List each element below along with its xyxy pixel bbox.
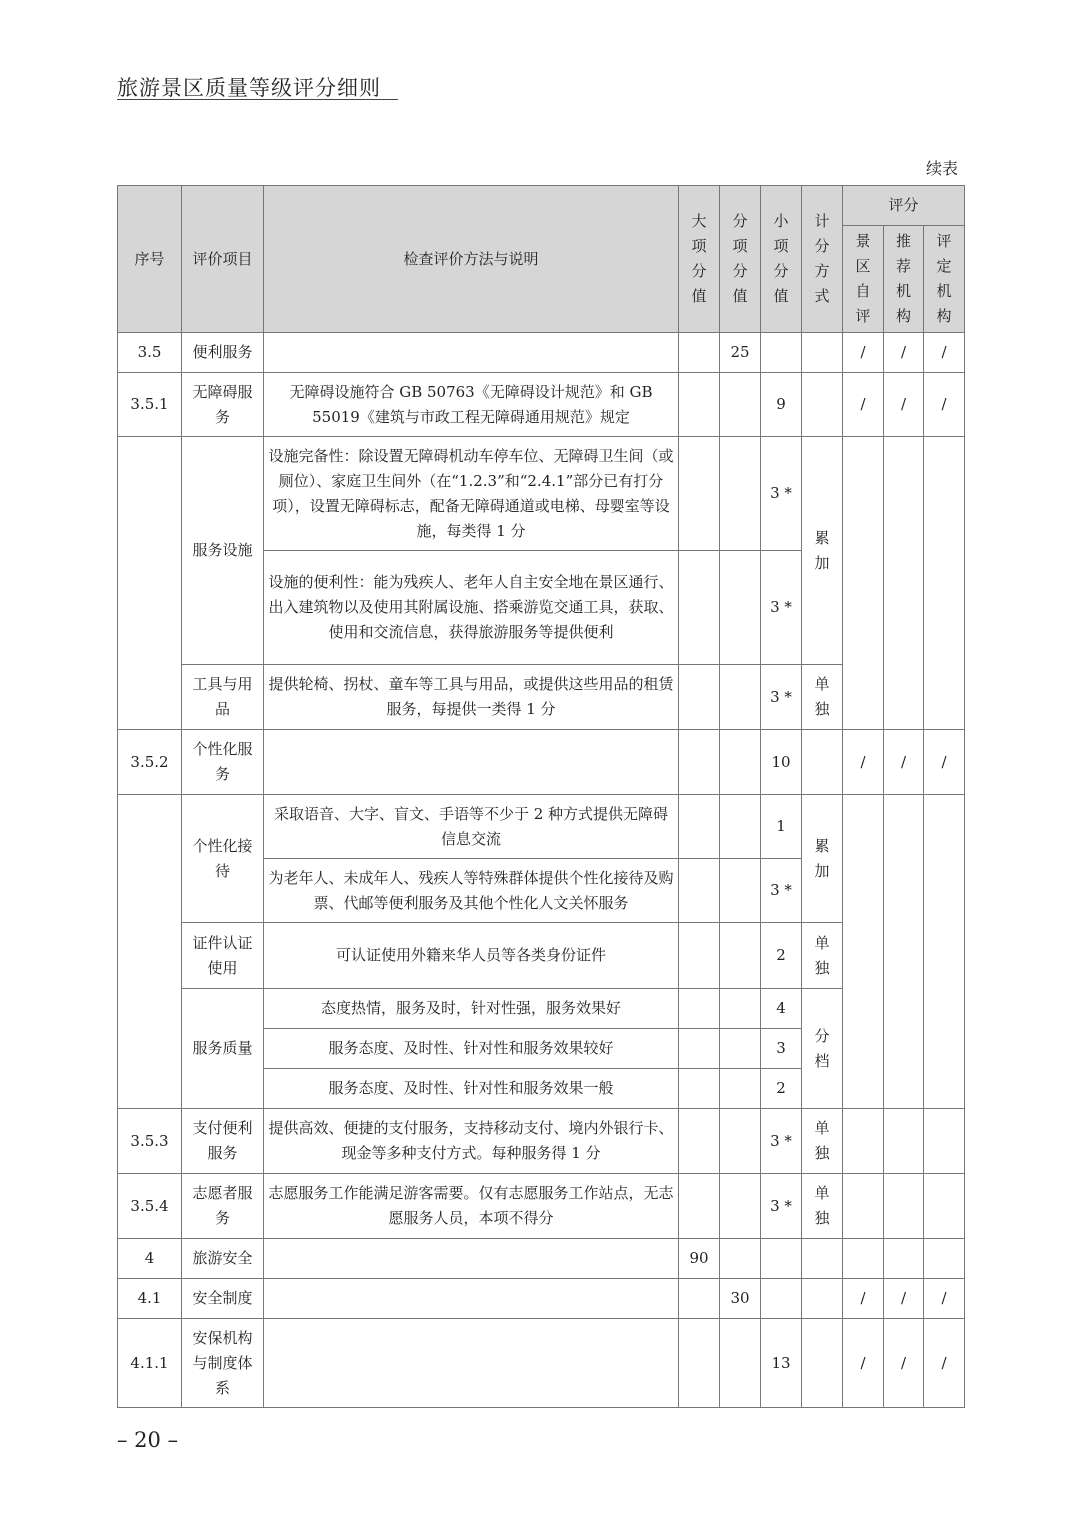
- cell-sub: 30: [720, 1279, 761, 1319]
- cell-seq: 4.1: [118, 1279, 182, 1319]
- cell-desc: 采取语音、大字、盲文、手语等不少于 2 种方式提供无障碍信息交流: [264, 795, 679, 859]
- cell-recommend: [884, 437, 924, 730]
- cell-major: [679, 859, 720, 923]
- cell-sub: [720, 665, 761, 730]
- cell-sub: [720, 1069, 761, 1109]
- cell-major: [679, 730, 720, 795]
- cell-minor: 2: [761, 923, 802, 989]
- cell-item: 个性化服务: [182, 730, 264, 795]
- cell-desc: 设施完备性：除设置无障碍机动车停车位、无障碍卫生间（或厕位）、家庭卫生间外（在“1.2.3”和“2.4.1”部分已有打分项），设置无障碍标志，配备无障碍通道或电梯、母婴室等设施，每类得 1 分: [264, 437, 679, 551]
- cell-assess: /: [924, 1279, 965, 1319]
- cell-mode: 单独: [802, 1174, 843, 1239]
- cell-major: [679, 1279, 720, 1319]
- table-row: [118, 730, 965, 795]
- cell-minor: 3 *: [761, 1109, 802, 1174]
- table-row: [118, 1319, 965, 1408]
- cell-item: 支付便利服务: [182, 1109, 264, 1174]
- cell-sub: [720, 859, 761, 923]
- cell-item: 旅游安全: [182, 1239, 264, 1279]
- cell-minor: 1: [761, 795, 802, 859]
- cell-desc: 志愿服务工作能满足游客需要。仅有志愿服务工作站点，无志愿服务人员，本项不得分: [264, 1174, 679, 1239]
- cell-recommend: [884, 1109, 924, 1174]
- cell-assess: /: [924, 730, 965, 795]
- cell-desc: 服务态度、及时性、针对性和服务效果较好: [264, 1029, 679, 1069]
- col-header-assess: 评定机构: [924, 226, 965, 333]
- cell-minor: 3 *: [761, 551, 802, 665]
- cell-assess: [924, 1109, 965, 1174]
- cell-item: 安保机构与制度体系: [182, 1319, 264, 1408]
- cell-item: 志愿者服务: [182, 1174, 264, 1239]
- header-rule: [117, 99, 398, 100]
- cell-desc: 提供轮椅、拐杖、童车等工具与用品，或提供这些用品的租赁服务，每提供一类得 1 分: [264, 665, 679, 730]
- cell-self: [843, 1239, 884, 1279]
- cell-minor: 3 *: [761, 1174, 802, 1239]
- cell-item: 无障碍服务: [182, 373, 264, 437]
- cell-assess: /: [924, 1319, 965, 1408]
- cell-recommend: [884, 795, 924, 1109]
- table-row: [118, 437, 965, 551]
- cell-desc: [264, 730, 679, 795]
- cell-major: [679, 333, 720, 373]
- table-row: [118, 1174, 965, 1239]
- cell-recommend: /: [884, 730, 924, 795]
- col-header-sub: 分项分值: [720, 186, 761, 333]
- cell-recommend: [884, 1174, 924, 1239]
- cell-sub: [720, 551, 761, 665]
- col-header-method: 检查评价方法与说明: [264, 186, 679, 333]
- cell-major: [679, 1069, 720, 1109]
- cell-assess: [924, 437, 965, 730]
- cell-self: /: [843, 373, 884, 437]
- cell-major: [679, 551, 720, 665]
- cell-mode: 单独: [802, 923, 843, 989]
- table-row: [118, 795, 965, 859]
- cell-mode: [802, 1279, 843, 1319]
- cell-sub: [720, 1029, 761, 1069]
- cell-mode: [802, 373, 843, 437]
- cell-mode: 单独: [802, 1109, 843, 1174]
- cell-mode: [802, 1319, 843, 1408]
- cell-desc: 为老年人、未成年人、残疾人等特殊群体提供个性化接待及购票、代邮等便利服务及其他个性化人文关怀服务: [264, 859, 679, 923]
- cell-self: /: [843, 730, 884, 795]
- cell-self: /: [843, 1319, 884, 1408]
- col-header-score: 评分: [843, 186, 965, 226]
- cell-sub: [720, 1109, 761, 1174]
- cell-self: /: [843, 333, 884, 373]
- cell-minor: 3: [761, 1029, 802, 1069]
- cell-item: 服务质量: [182, 989, 264, 1109]
- cell-seq: 3.5.2: [118, 730, 182, 795]
- cell-desc: 无障碍设施符合 GB 50763《无障碍设计规范》和 GB 55019《建筑与市政工程无障碍通用规范》规定: [264, 373, 679, 437]
- cell-seq: [118, 437, 182, 730]
- cell-item: 证件认证使用: [182, 923, 264, 989]
- col-header-self: 景区自评: [843, 226, 884, 333]
- running-header-title: 旅游景区质量等级评分细则: [117, 76, 381, 100]
- cell-seq: 3.5.3: [118, 1109, 182, 1174]
- cell-minor: [761, 333, 802, 373]
- cell-minor: [761, 1239, 802, 1279]
- table-header-row: [118, 186, 965, 226]
- cell-major: [679, 437, 720, 551]
- cell-sub: [720, 373, 761, 437]
- cell-major: [679, 795, 720, 859]
- cell-desc: [264, 1239, 679, 1279]
- col-header-minor: 小项分值: [761, 186, 802, 333]
- cell-sub: 25: [720, 333, 761, 373]
- cell-item: 服务设施: [182, 437, 264, 665]
- cell-recommend: /: [884, 1279, 924, 1319]
- cell-sub: [720, 1239, 761, 1279]
- cell-self: [843, 1174, 884, 1239]
- cell-desc: 可认证使用外籍来华人员等各类身份证件: [264, 923, 679, 989]
- cell-desc: [264, 1279, 679, 1319]
- cell-major: [679, 989, 720, 1029]
- cell-seq: 3.5.4: [118, 1174, 182, 1239]
- cell-major: [679, 1319, 720, 1408]
- cell-mode: [802, 1239, 843, 1279]
- cell-sub: [720, 437, 761, 551]
- cell-assess: [924, 795, 965, 1109]
- cell-item: 工具与用品: [182, 665, 264, 730]
- cell-mode: 累加: [802, 437, 843, 665]
- table-row: [118, 1279, 965, 1319]
- cell-minor: 3 *: [761, 437, 802, 551]
- col-header-seq: 序号: [118, 186, 182, 333]
- cell-minor: 9: [761, 373, 802, 437]
- cell-sub: [720, 1319, 761, 1408]
- cell-desc: [264, 1319, 679, 1408]
- col-header-major: 大项分值: [679, 186, 720, 333]
- cell-major: [679, 1029, 720, 1069]
- cell-major: 90: [679, 1239, 720, 1279]
- cell-recommend: [884, 1239, 924, 1279]
- cell-mode: [802, 730, 843, 795]
- cell-sub: [720, 1174, 761, 1239]
- cell-desc: [264, 333, 679, 373]
- cell-assess: [924, 1239, 965, 1279]
- cell-major: [679, 923, 720, 989]
- cell-minor: 2: [761, 1069, 802, 1109]
- col-header-item: 评价项目: [182, 186, 264, 333]
- cell-major: [679, 373, 720, 437]
- cell-desc: 服务态度、及时性、针对性和服务效果一般: [264, 1069, 679, 1109]
- cell-desc: 设施的便利性：能为残疾人、老年人自主安全地在景区通行、出入建筑物以及使用其附属设施、搭乘游览交通工具，获取、使用和交流信息，获得旅游服务等提供便利: [264, 551, 679, 665]
- table-row: [118, 923, 965, 989]
- cell-sub: [720, 989, 761, 1029]
- cell-recommend: /: [884, 333, 924, 373]
- cell-mode: 累加: [802, 795, 843, 923]
- cell-mode: [802, 333, 843, 373]
- cell-self: /: [843, 1279, 884, 1319]
- cell-desc: 提供高效、便捷的支付服务，支持移动支付、境内外银行卡、现金等多种支付方式。每种服务得 1 分: [264, 1109, 679, 1174]
- cell-major: [679, 665, 720, 730]
- cell-seq: 4: [118, 1239, 182, 1279]
- cell-major: [679, 1109, 720, 1174]
- table-row: [118, 1109, 965, 1174]
- cell-assess: /: [924, 333, 965, 373]
- table-row: [118, 373, 965, 437]
- cell-major: [679, 1174, 720, 1239]
- cell-seq: 3.5: [118, 333, 182, 373]
- cell-recommend: /: [884, 373, 924, 437]
- cell-sub: [720, 730, 761, 795]
- cell-minor: 13: [761, 1319, 802, 1408]
- cell-mode: 分档: [802, 989, 843, 1109]
- table-row: [118, 989, 965, 1029]
- table-row: [118, 665, 965, 730]
- table-row: [118, 1239, 965, 1279]
- cell-assess: /: [924, 373, 965, 437]
- cell-minor: 10: [761, 730, 802, 795]
- continued-label: 续表: [925, 159, 958, 178]
- cell-seq: [118, 795, 182, 1109]
- cell-minor: [761, 1279, 802, 1319]
- cell-item: 便利服务: [182, 333, 264, 373]
- cell-self: [843, 1109, 884, 1174]
- cell-seq: 4.1.1: [118, 1319, 182, 1408]
- cell-sub: [720, 923, 761, 989]
- cell-item: 安全制度: [182, 1279, 264, 1319]
- scoring-table: [117, 185, 965, 1408]
- cell-sub: [720, 795, 761, 859]
- cell-minor: 4: [761, 989, 802, 1029]
- cell-recommend: /: [884, 1319, 924, 1408]
- cell-desc: 态度热情，服务及时，针对性强，服务效果好: [264, 989, 679, 1029]
- cell-assess: [924, 1174, 965, 1239]
- cell-self: [843, 795, 884, 1109]
- cell-mode: 单独: [802, 665, 843, 730]
- cell-minor: 3 *: [761, 665, 802, 730]
- table-row: [118, 333, 965, 373]
- cell-item: 个性化接待: [182, 795, 264, 923]
- cell-seq: 3.5.1: [118, 373, 182, 437]
- cell-self: [843, 437, 884, 730]
- cell-minor: 3 *: [761, 859, 802, 923]
- page-number: – 20 –: [117, 1428, 179, 1452]
- col-header-mode: 计分方式: [802, 186, 843, 333]
- col-header-recommend: 推荐机构: [884, 226, 924, 333]
